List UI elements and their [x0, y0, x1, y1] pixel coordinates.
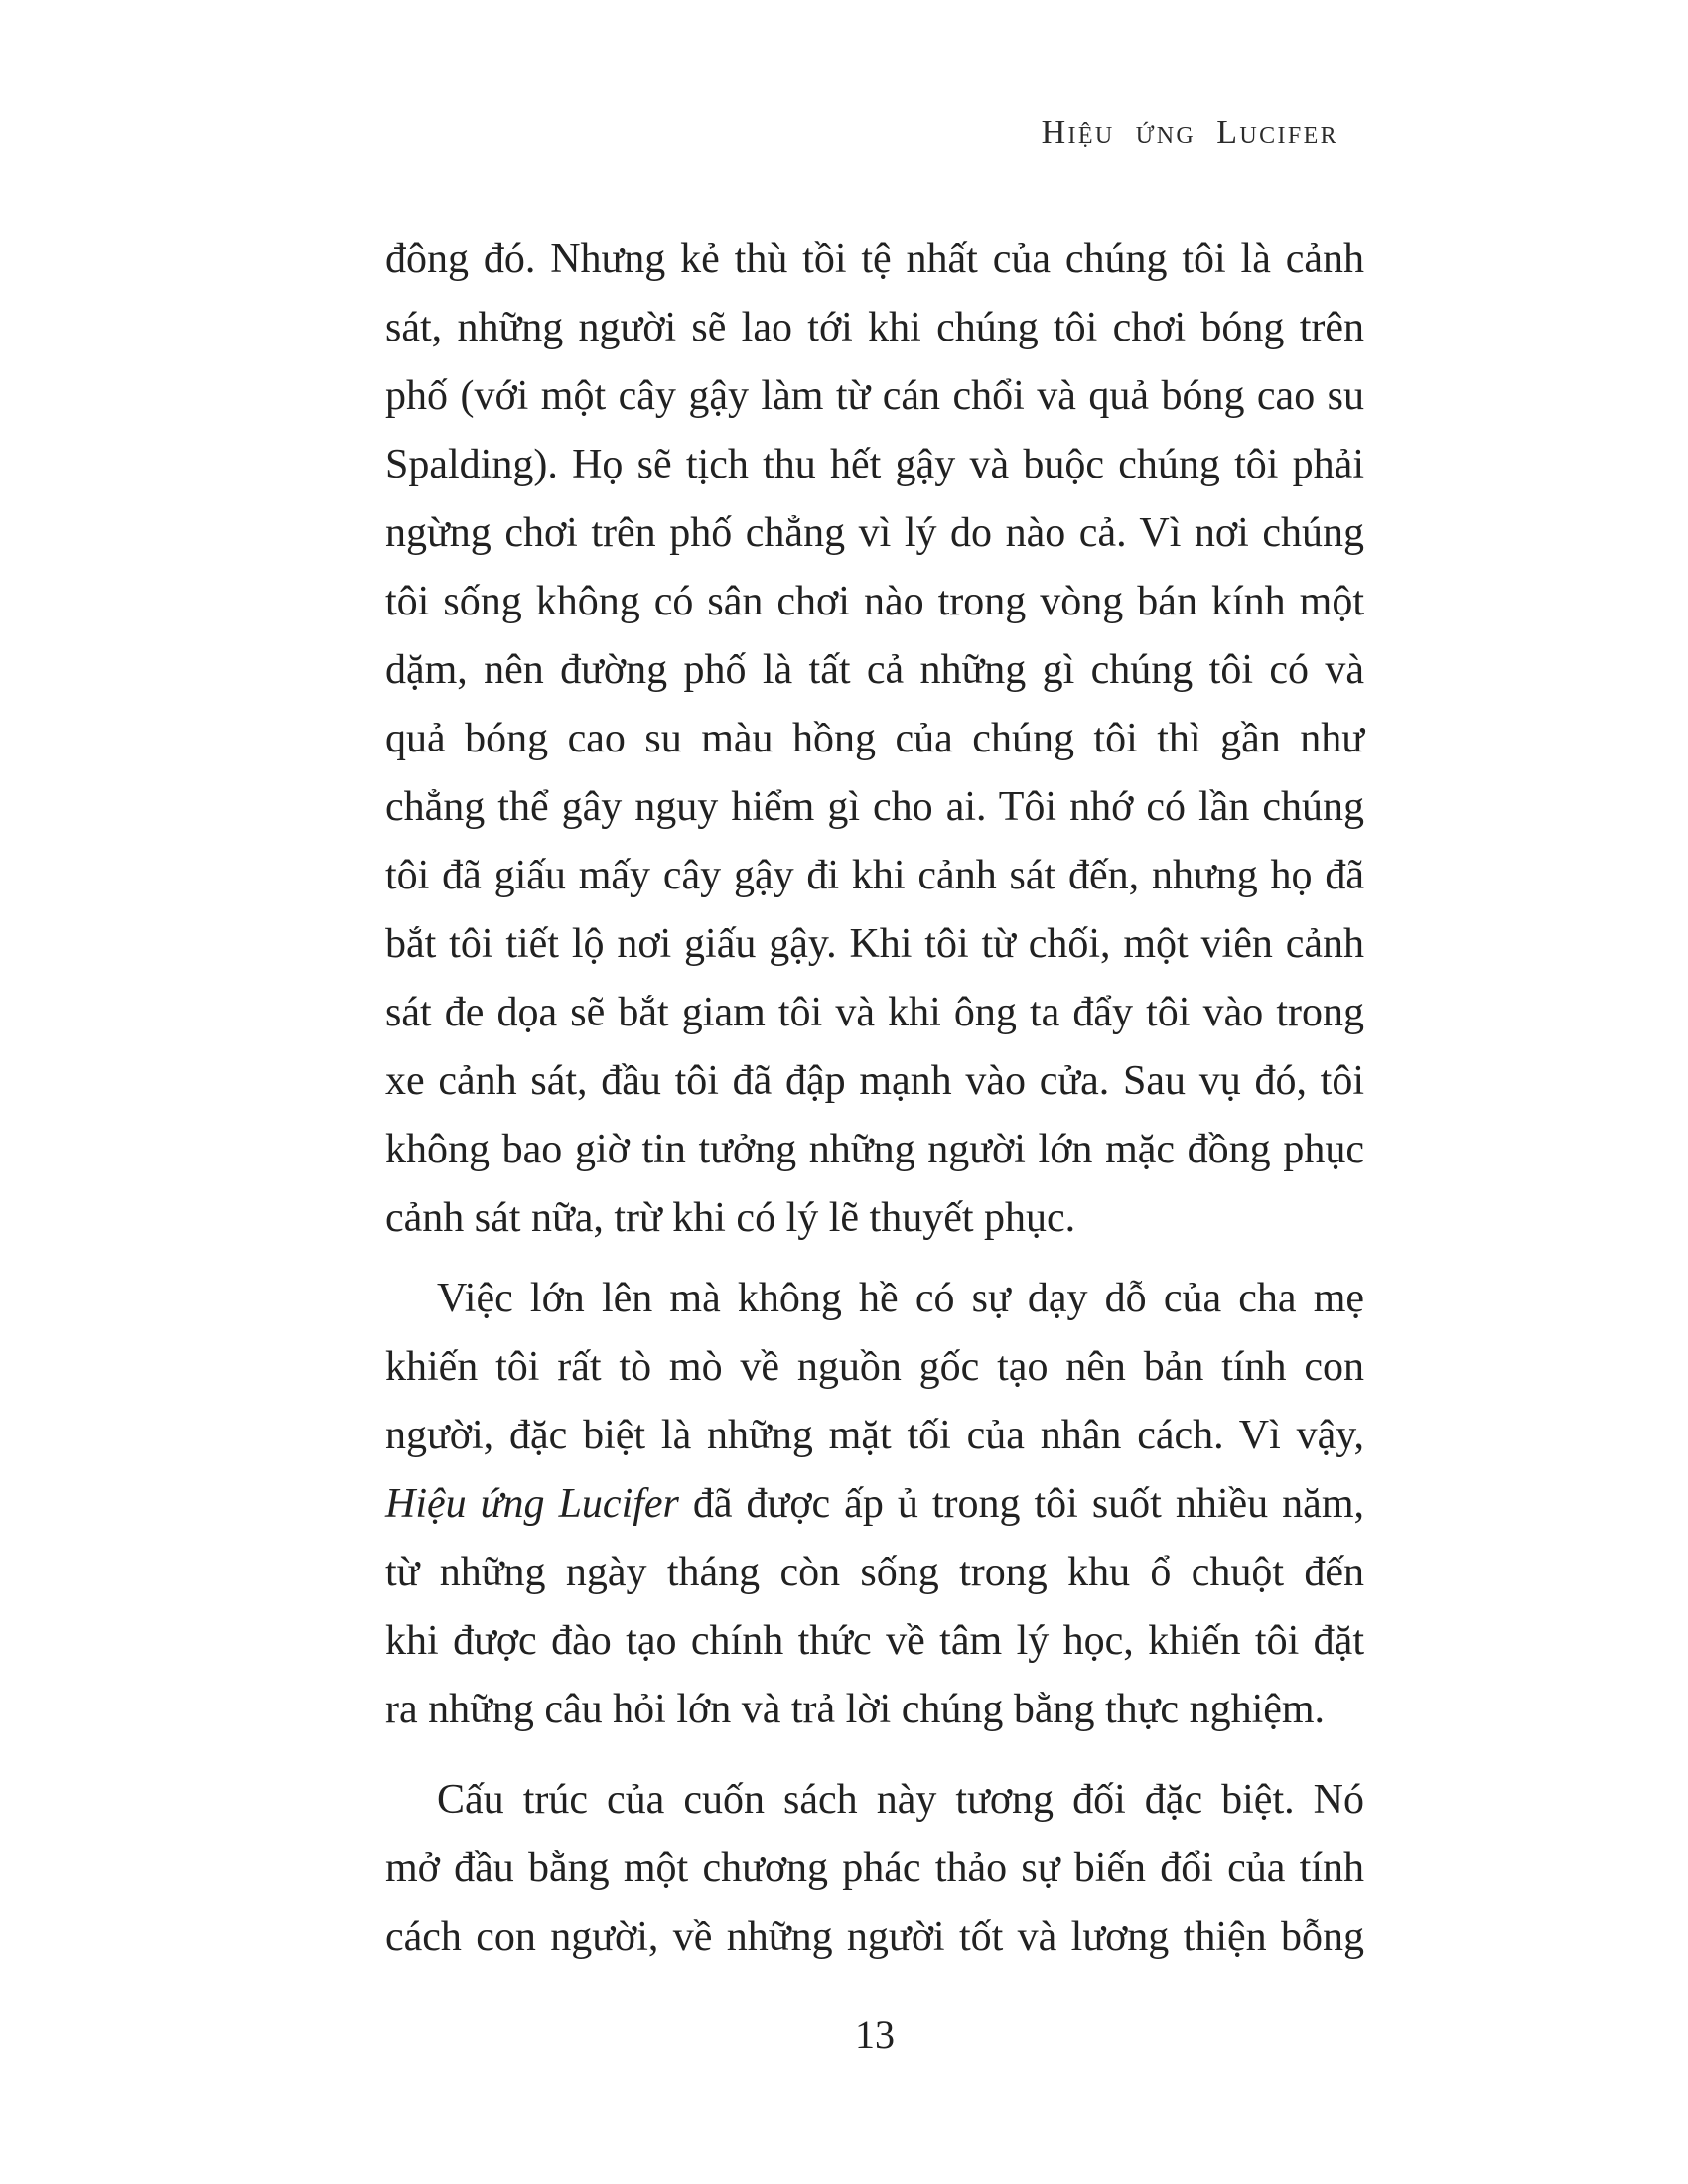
text-line: khi được đào tạo chính thức về tâm lý học, khiến tôi đặt: [385, 1618, 1364, 1664]
book-title-italic: Hiệu ứng Lucifer: [385, 1481, 679, 1527]
text-line: ngừng chơi trên phố chẳng vì lý do nào cả. Vì nơi chúng: [385, 510, 1364, 556]
text-line: sát, những người sẽ lao tới khi chúng tôi chơi bóng trên: [385, 305, 1364, 350]
page-number: 13: [855, 2012, 895, 2057]
text-line: người, đặc biệt là những mặt tối của nhân cách. Vì vậy,: [385, 1413, 1364, 1458]
text-line: ra những câu hỏi lớn và trả lời chúng bằng thực nghiệm.: [385, 1687, 1326, 1732]
paragraph-3: [385, 1766, 1364, 1972]
text-line: tôi đã giấu mấy cây gậy đi khi cảnh sát đến, nhưng họ đã: [385, 853, 1364, 898]
text-line-segment: đã được ấp ủ trong tôi suốt nhiều năm,: [678, 1481, 1364, 1527]
text-line: khiến tôi rất tò mò về nguồn gốc tạo nên bản tính con: [385, 1344, 1364, 1390]
text-line: cách con người, về những người tốt và lương thiện bỗng: [385, 1914, 1364, 1960]
text-line: tôi sống không có sân chơi nào trong vòng bán kính một: [385, 579, 1364, 624]
text-line: Việc lớn lên mà không hề có sự dạy dỗ của cha mẹ: [437, 1276, 1364, 1321]
text-line-with-book-title: [385, 1470, 1364, 1539]
text-line: Spalding). Họ sẽ tịch thu hết gậy và buộc chúng tôi phải: [385, 442, 1364, 487]
text-line: quả bóng cao su màu hồng của chúng tôi thì gần như: [385, 716, 1364, 761]
text-line: từ những ngày tháng còn sống trong khu ổ chuột đến: [385, 1550, 1364, 1595]
text-line: bắt tôi tiết lộ nơi giấu gậy. Khi tôi từ chối, một viên cảnh: [385, 921, 1364, 967]
body-text-block: [385, 225, 1364, 1972]
text-line: sát đe dọa sẽ bắt giam tôi và khi ông ta đẩy tôi vào trong: [385, 990, 1364, 1035]
text-line: phố (với một cây gậy làm từ cán chổi và quả bóng cao su: [385, 373, 1364, 419]
paragraph-2: [385, 1265, 1364, 1744]
text-line: Cấu trúc của cuốn sách này tương đối đặc biệt. Nó: [437, 1777, 1364, 1823]
running-header-title: Hiệu ứng Lucifer: [1041, 114, 1338, 151]
text-line: cảnh sát nữa, trừ khi có lý lẽ thuyết phục.: [385, 1195, 1076, 1241]
text-line: mở đầu bằng một chương phác thảo sự biến đổi của tính: [385, 1845, 1364, 1891]
running-header: [1042, 113, 1338, 153]
paragraph-1: [385, 225, 1364, 1253]
text-line: xe cảnh sát, đầu tôi đã đập mạnh vào cửa. Sau vụ đó, tôi: [385, 1058, 1364, 1104]
text-line: dặm, nên đường phố là tất cả những gì chúng tôi có và: [385, 647, 1364, 693]
text-line: không bao giờ tin tưởng những người lớn mặc đồng phục: [385, 1127, 1364, 1172]
text-line: đông đó. Nhưng kẻ thù tồi tệ nhất của chúng tôi là cảnh: [385, 236, 1364, 282]
text-line: chẳng thể gây nguy hiểm gì cho ai. Tôi nhớ có lần chúng: [385, 784, 1364, 830]
